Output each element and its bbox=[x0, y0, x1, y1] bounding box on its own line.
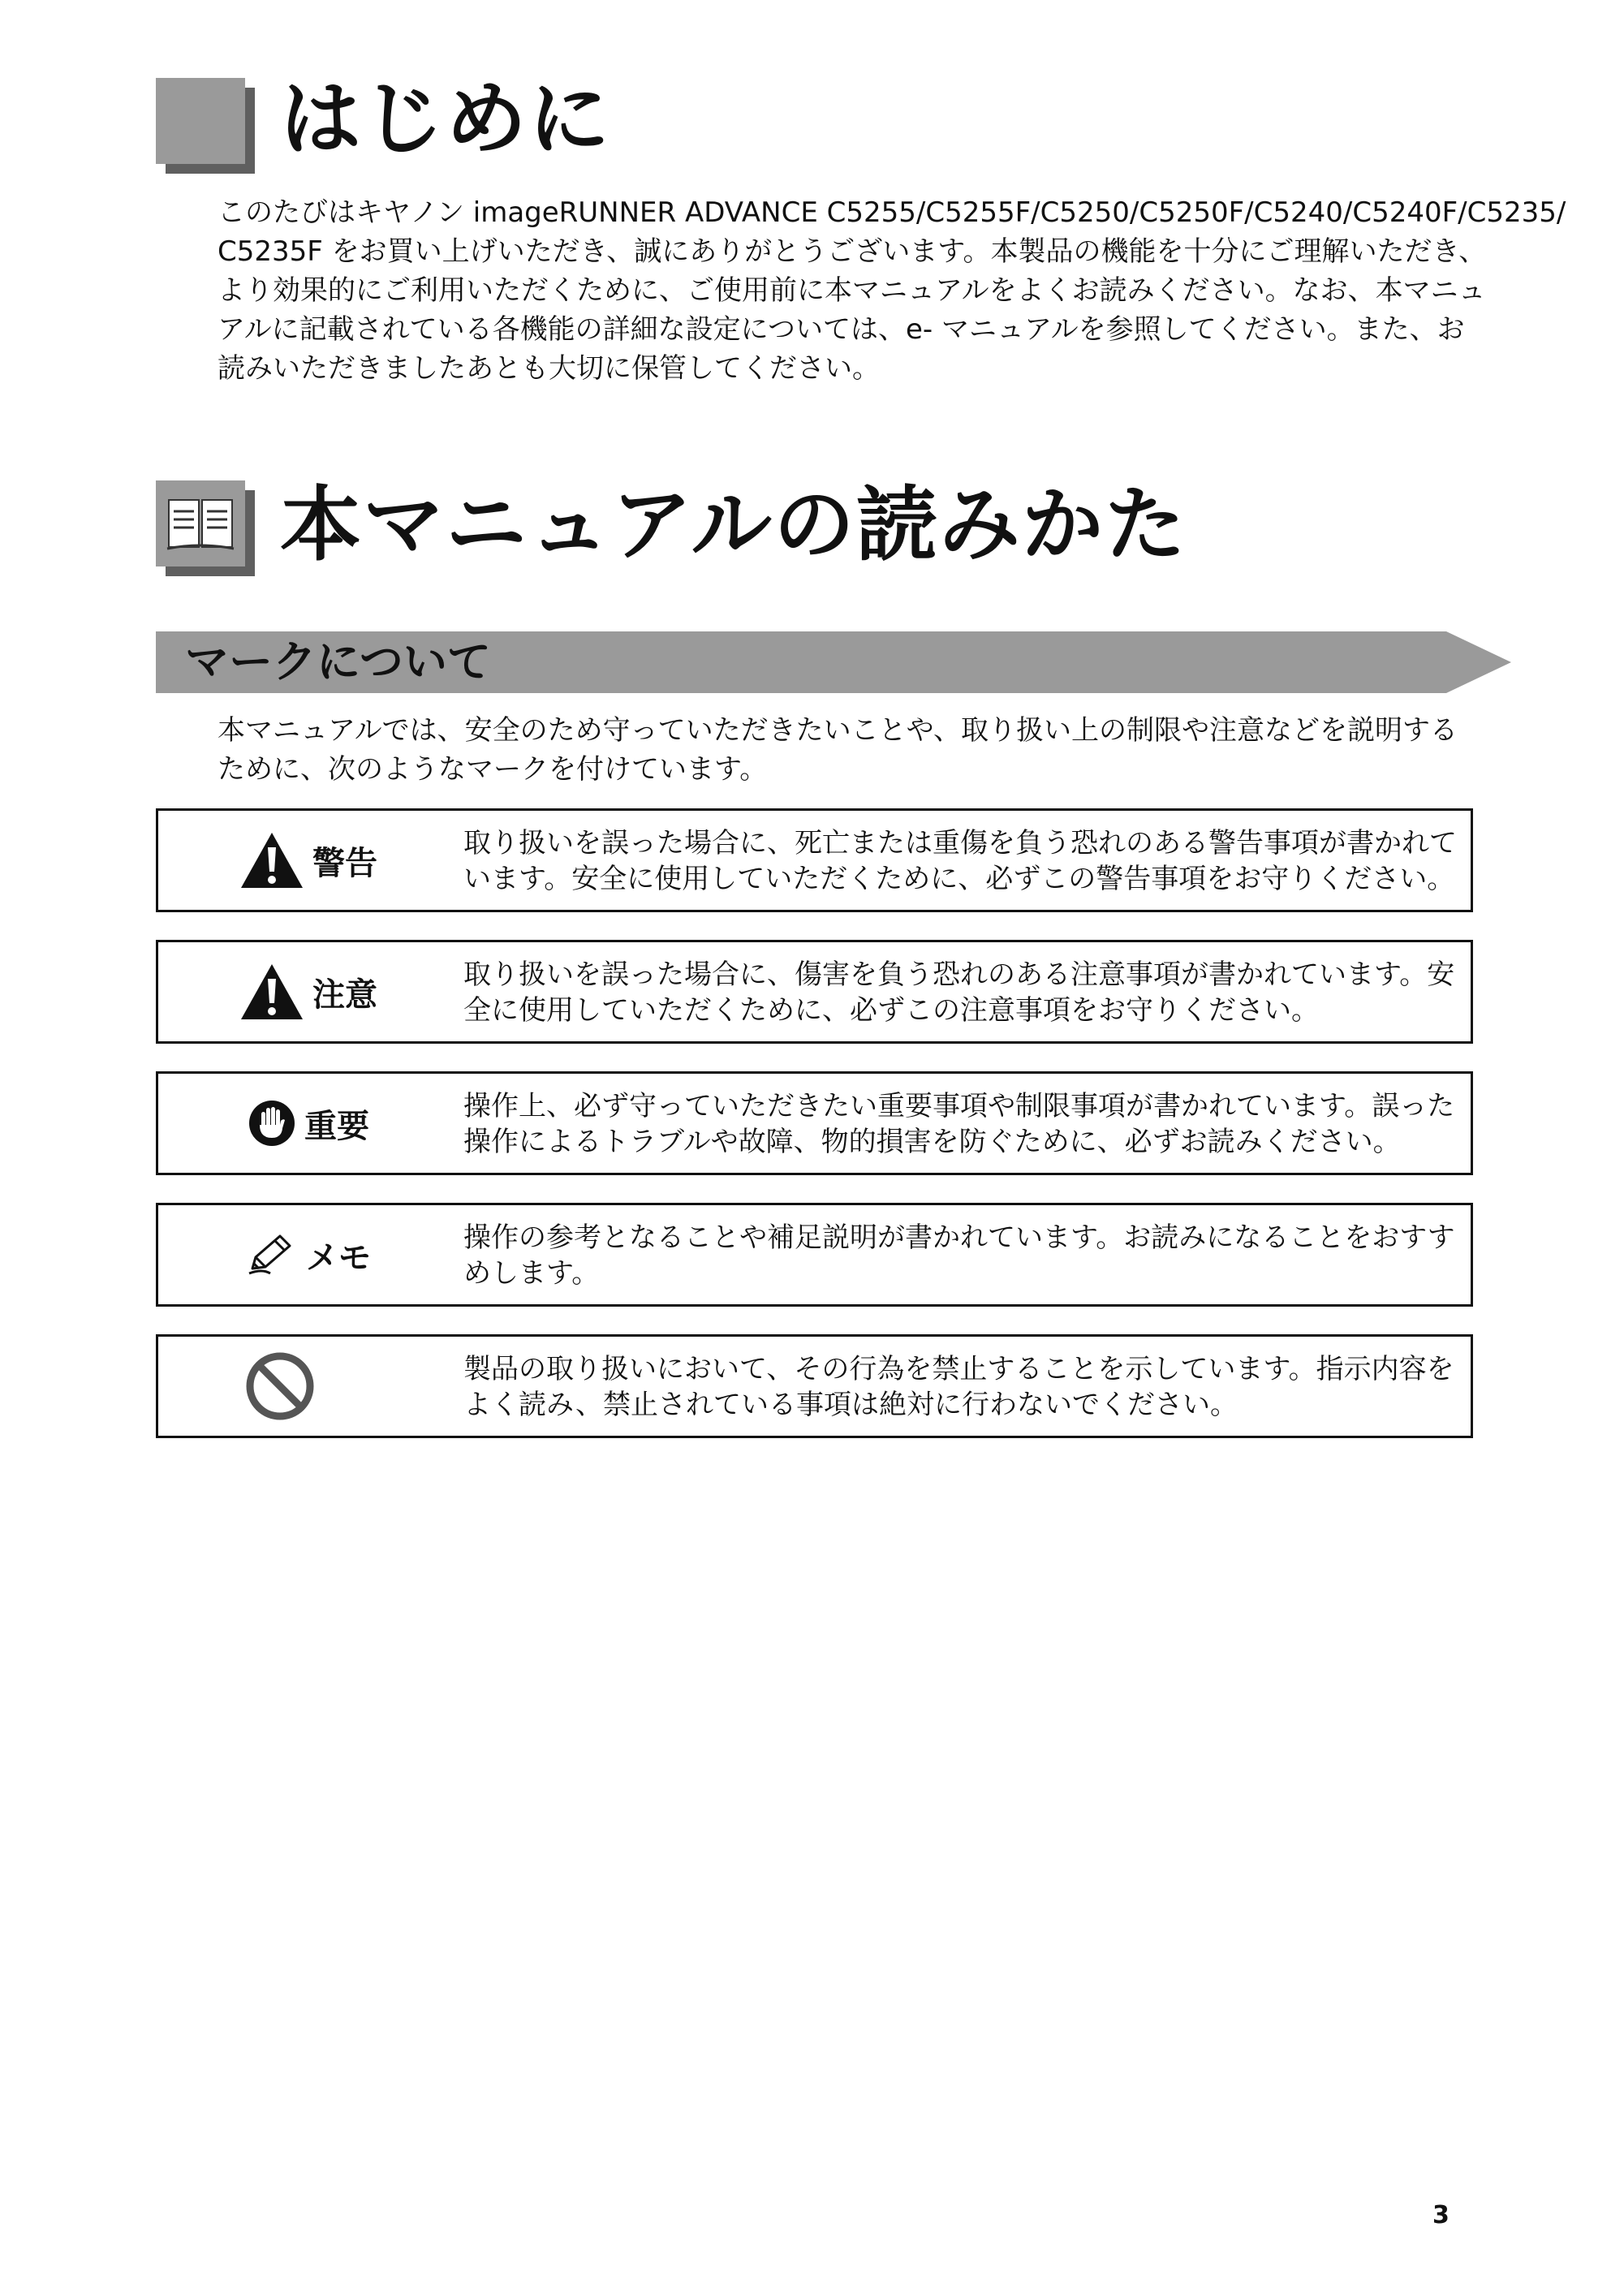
description-line: 取り扱いを誤った場合に、死亡または重傷を負う恐れのある警告事項が書かれて bbox=[463, 827, 1457, 859]
caution-triangle-icon bbox=[239, 963, 304, 1021]
mark-description bbox=[463, 957, 1454, 1028]
intro-line: 読みいただきましたあとも大切に保管してください。 bbox=[218, 352, 880, 385]
heading-marker-square bbox=[156, 78, 245, 164]
intro-line: C5235F をお買い上げいただき、誠にありがとうございます。本製品の機能を十分にご理解いただき、 bbox=[218, 235, 1487, 268]
subsection-title: マークについて bbox=[185, 636, 491, 687]
mark-description bbox=[463, 1088, 1454, 1160]
mark-description bbox=[463, 1351, 1454, 1423]
mark-label: 警告 bbox=[312, 844, 377, 882]
section-title: 本マニュアルの読みかた bbox=[280, 477, 1187, 572]
warning-triangle-icon bbox=[239, 831, 304, 890]
book-icon bbox=[156, 480, 245, 566]
subsection-bar bbox=[156, 631, 1511, 693]
paragraph-line: 本マニュアルでは、安全のため守っていただきたいことや、取り扱い上の制限や注意などを説明する bbox=[218, 714, 1458, 747]
description-line: めします。 bbox=[463, 1257, 600, 1290]
page-number: 3 bbox=[1432, 2201, 1450, 2229]
mark-row-important bbox=[156, 1071, 1473, 1175]
description-line: 製品の取り扱いにおいて、その行為を禁止することを示しています。指示内容を bbox=[463, 1353, 1454, 1385]
mark-label: メモ bbox=[306, 1238, 371, 1277]
hand-stop-icon bbox=[248, 1099, 296, 1148]
mark-description bbox=[463, 1220, 1455, 1291]
pencil-memo-icon bbox=[246, 1233, 298, 1277]
description-line: 全に使用していただくために、必ずこの注意事項をお守りください。 bbox=[463, 994, 1319, 1027]
mark-label: 重要 bbox=[304, 1107, 369, 1145]
prohibited-icon bbox=[245, 1351, 315, 1421]
mark-description bbox=[463, 825, 1457, 897]
paragraph-line: ために、次のようなマークを付けています。 bbox=[218, 753, 768, 786]
description-line: 取り扱いを誤った場合に、傷害を負う恐れのある注意事項が書かれています。安 bbox=[463, 958, 1455, 991]
description-line: 操作上、必ず守っていただきたい重要事項や制限事項が書かれています。誤った bbox=[463, 1090, 1455, 1122]
mark-label: 注意 bbox=[312, 976, 377, 1014]
description-line: 操作によるトラブルや故障、物的損害を防ぐために、必ずお読みください。 bbox=[463, 1126, 1401, 1158]
subsection-paragraph bbox=[218, 711, 1484, 789]
description-line: よく読み、禁止されている事項は絶対に行わないでください。 bbox=[463, 1389, 1238, 1421]
mark-row-caution bbox=[156, 940, 1473, 1044]
description-line: います。安全に使用していただくために、必ずこの警告事項をお守りください。 bbox=[463, 863, 1455, 895]
intro-paragraph bbox=[218, 193, 1566, 388]
intro-line: このたびはキヤノン imageRUNNER ADVANCE C5255/C5255F/C5250/C5250F/C5240/C5240F/C5235/ bbox=[218, 196, 1566, 229]
mark-row-prohibited bbox=[156, 1334, 1473, 1438]
page-title: はじめに bbox=[280, 71, 611, 166]
mark-row-warning bbox=[156, 808, 1473, 912]
intro-line: より効果的にご利用いただくために、ご使用前に本マニュアルをよくお読みください。なお、本マニュ bbox=[218, 274, 1486, 307]
description-line: 操作の参考となることや補足説明が書かれています。お読みになることをおすす bbox=[463, 1221, 1455, 1254]
mark-row-memo bbox=[156, 1203, 1473, 1307]
intro-line: アルに記載されている各機能の詳細な設定については、e- マニュアルを参照してください。また、お bbox=[218, 313, 1465, 346]
